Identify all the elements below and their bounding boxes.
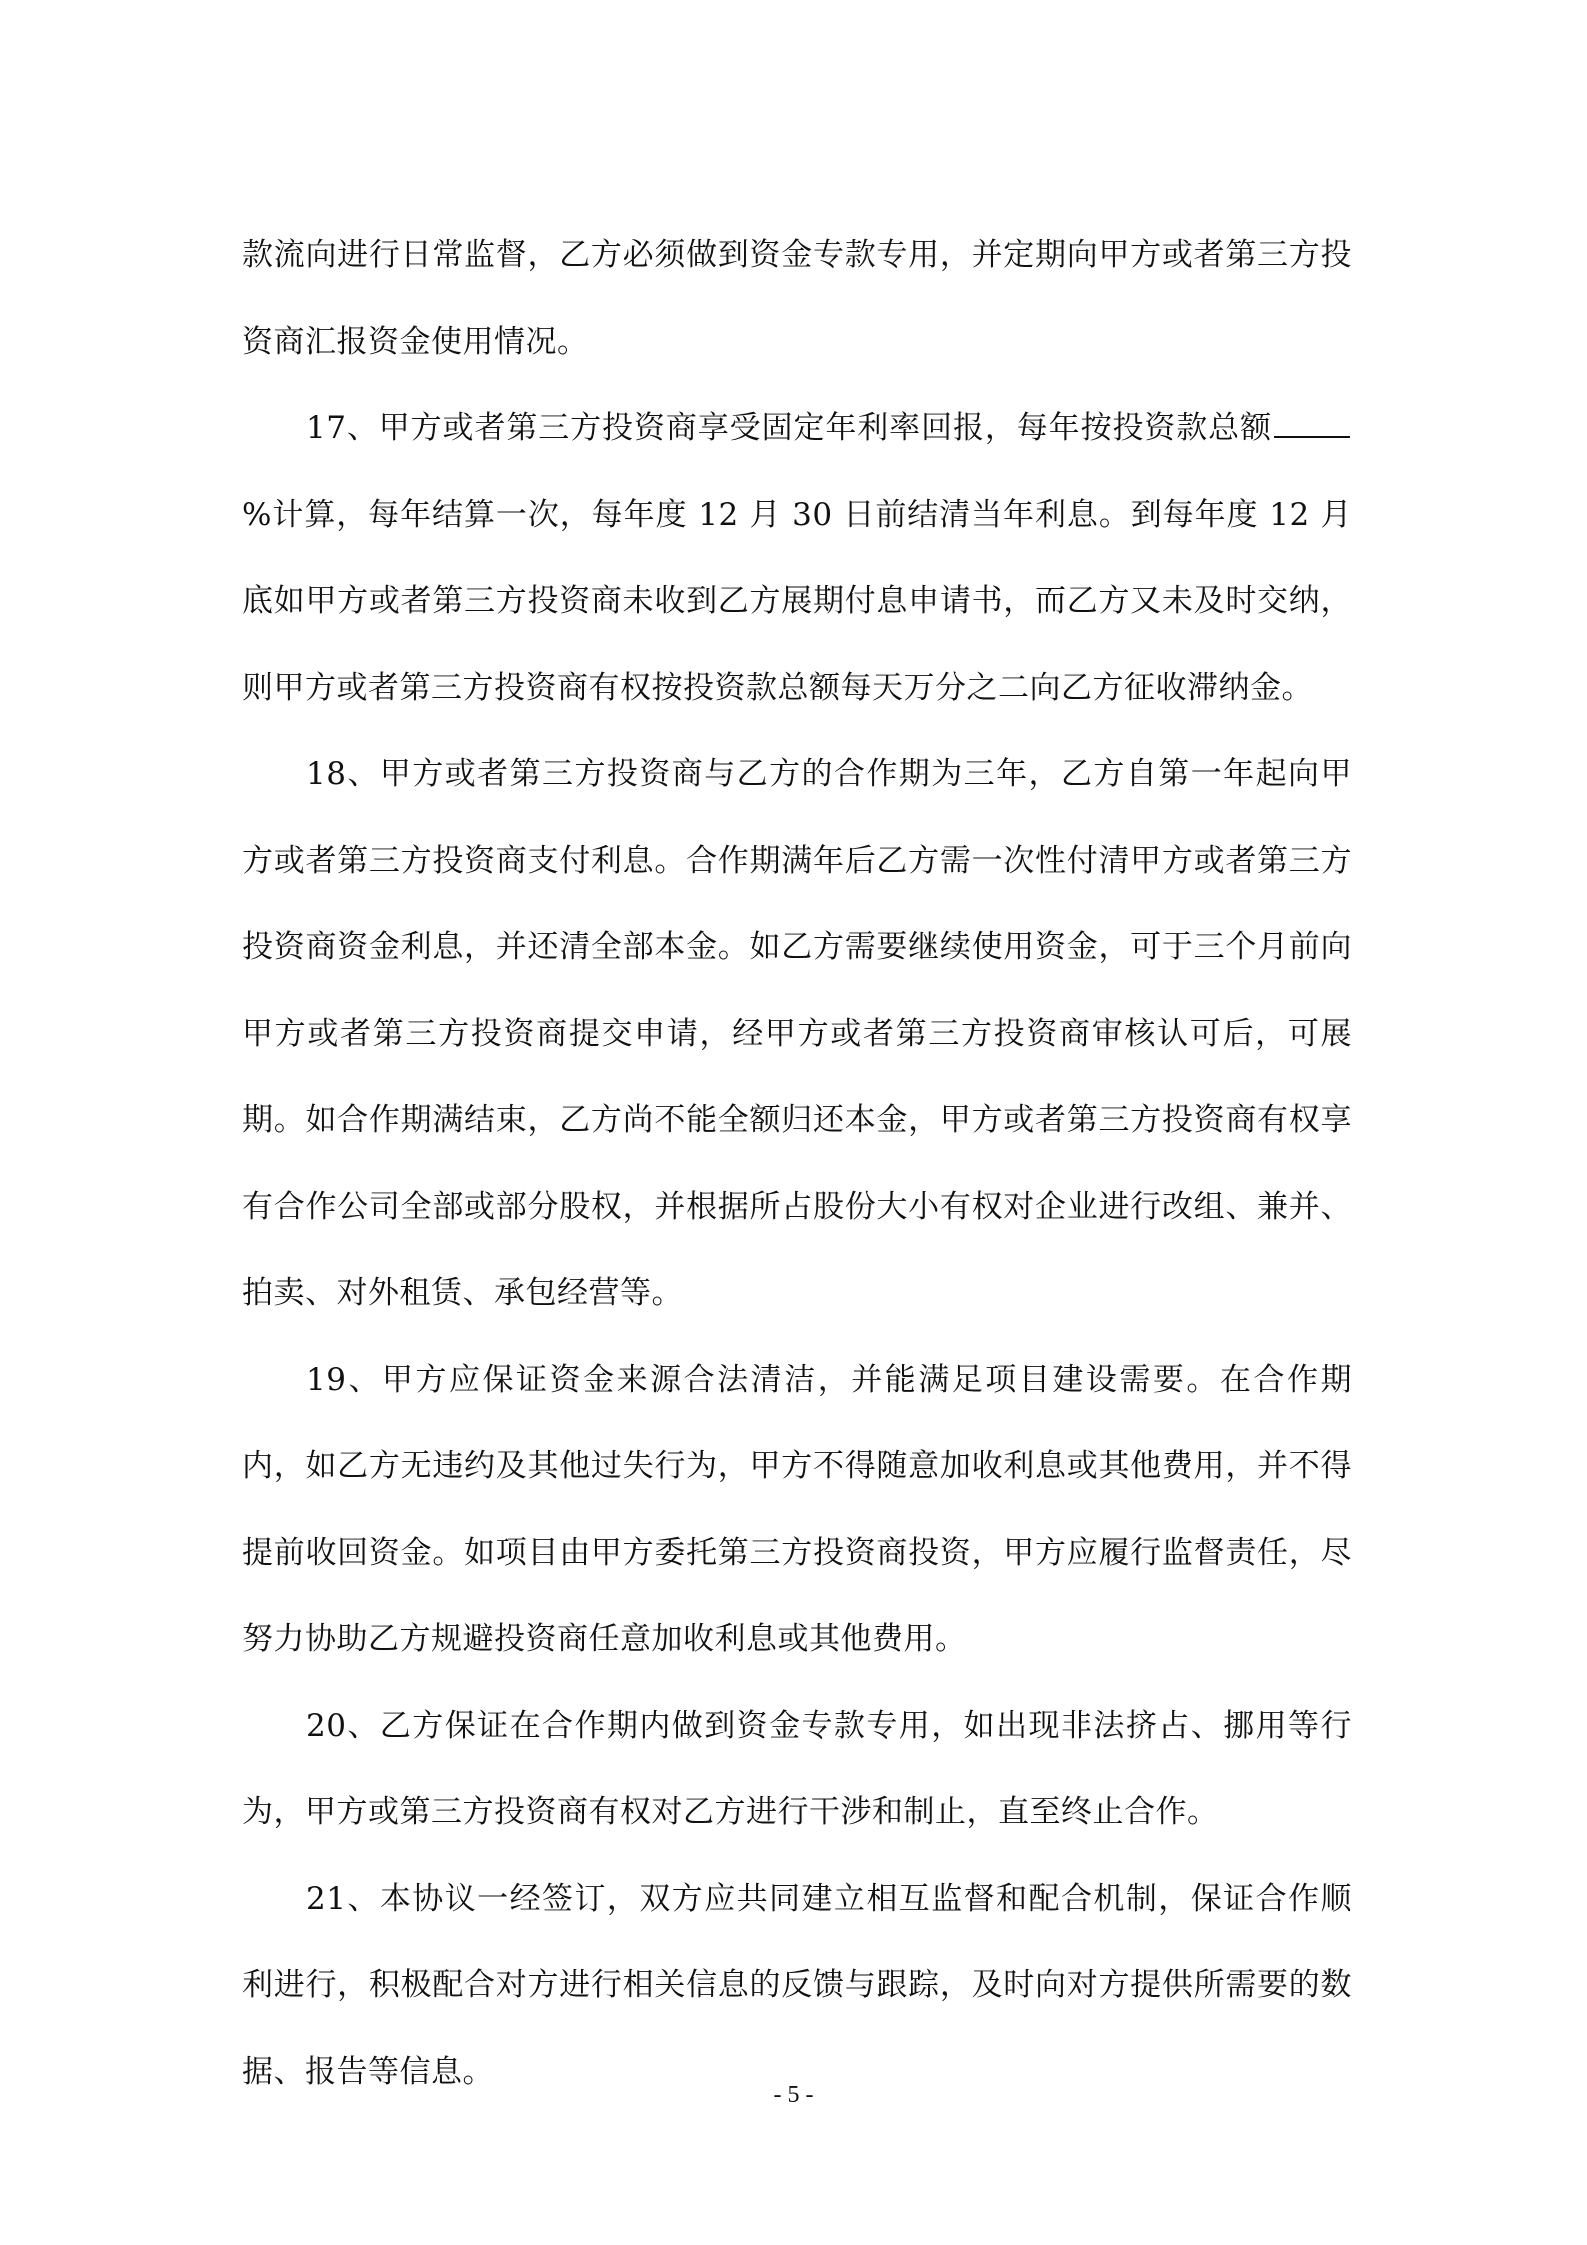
paragraph-19: 19、甲方应保证资金来源合法清洁，并能满足项目建设需要。在合作期内，如乙方无违约及其他过失行为，甲方不得随意加收利息或其他费用，并不得提前收回资金。如项目由甲方委托第三方投资商投资，甲方应履行监督责任，尽努力协助乙方规避投资商任意加收利息或其他费用。 xyxy=(242,1361,1352,1657)
paragraph-17 xyxy=(242,385,1352,731)
paragraph-18: 18、甲方或者第三方投资商与乙方的合作期为三年，乙方自第一年起向甲方或者第三方投资商支付利息。合作期满年后乙方需一次性付清甲方或者第三方投资商资金利息，并还清全部本金。如乙方需要继续使用资金，可于三个月前向甲方或者第三方投资商提交申请，经甲方或者第三方投资商审核认可后，可展期。如合作期满结束，乙方尚不能全额归还本金，甲方或者第三方投资商有权享有合作公司全部或部分股权，并根据所占股份大小有权对企业进行改组、兼并、拍卖、对外租赁、承包经营等。 xyxy=(242,756,1352,1311)
paragraph-21: 21、本协议一经签订，双方应共同建立相互监督和配合机制，保证合作顺利进行，积极配合对方进行相关信息的反馈与跟踪，及时向对方提供所需要的数据、报告等信息。 xyxy=(242,1880,1352,2090)
paragraph-17-text-before-blank: 17、甲方或者第三方投资商享受固定年利率回报，每年按投资款总额 xyxy=(306,410,1272,446)
paragraph-20: 20、乙方保证在合作期内做到资金专款专用，如出现非法挤占、挪用等行为，甲方或第三方投资商有权对乙方进行干涉和制止，直至终止合作。 xyxy=(242,1707,1352,1830)
paragraph-17-text-after-blank: %计算，每年结算一次，每年度 12 月 30 日前结清当年利息。到每年度 12 月底如甲方或者第三方投资商未收到乙方展期付息申请书，而乙方又未及时交纳，则甲方或者第三方投资商有权按投资款总额每天万分之二向乙方征收滞纳金。 xyxy=(242,496,1352,706)
paragraph-16-continued: 款流向进行日常监督，乙方必须做到资金专款专用，并定期向甲方或者第三方投资商汇报资金使用情况。 xyxy=(242,237,1352,360)
interest-rate-blank xyxy=(1274,406,1350,438)
document-body xyxy=(242,212,1352,2115)
page-number: - 5 - xyxy=(773,2082,814,2108)
